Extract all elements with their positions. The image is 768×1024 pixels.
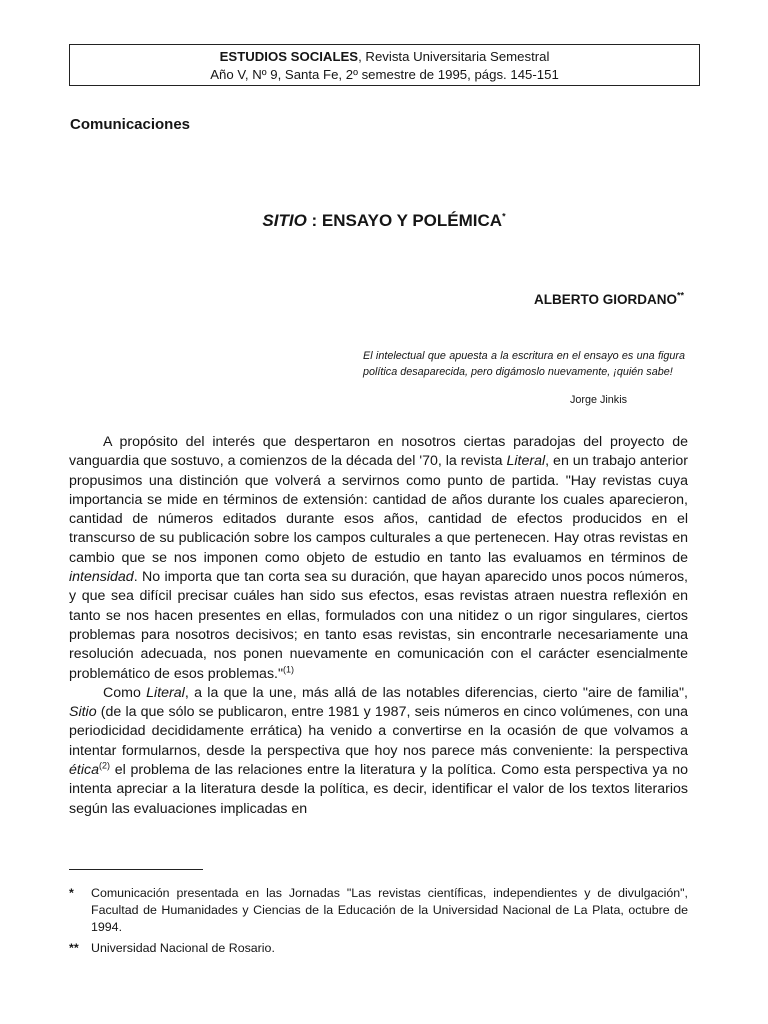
author-name — [534, 292, 684, 307]
article-title — [0, 211, 768, 231]
footnotes — [69, 885, 688, 961]
footnote-text: Comunicación presentada en las Jornadas "Las revistas científicas, independientes y de divulgación", Facultad de Humanidades y Ciencias de la Educación de la Universidad Nacional de La Plata, octubre de 1994. — [91, 886, 688, 934]
journal-name: ESTUDIOS SOCIALES — [219, 49, 359, 64]
title-rest: : ENSAYO Y POLÉMICA — [306, 211, 503, 230]
epigraph-source: Jorge Jinkis — [570, 394, 628, 406]
p2-literal-italic: Literal — [146, 684, 185, 701]
p1-text-c: . No importa que tan corta sea su duración, que hayan aparecido unos pocos números, y que sea difícil precisar cuáles han sido sus efectos, esas revistas atraen nuestra reflexión en tanto se nos hacen presentes en ellas, formulados con una nitidez o un rigor singulares, ciertos problemas para nosotros decisivos; en tanto esas revistas, sin encontrarle necesariamente una resolución adecuada, nos ponen nuevamente en comunicación con el carácter esencialmente problemático de esos problemas." — [69, 569, 688, 682]
journal-header-box — [69, 44, 700, 86]
issue-line: Año V, Nº 9, Santa Fe, 2º semestre de 1995, págs. 145-151 — [210, 67, 559, 82]
p2-text-a: Como — [103, 684, 147, 701]
paragraph-2 — [69, 684, 688, 819]
p2-text-b: , a la que la une, más allá de las notables diferencias, cierto "aire de familia", — [184, 684, 688, 701]
p2-etica-italic: ética — [69, 762, 99, 779]
p1-literal-italic: Literal — [506, 453, 546, 470]
author-footnote-mark: ** — [676, 290, 684, 301]
title-italic-part: SITIO — [262, 211, 307, 230]
p2-text-c: (de la que sólo se publicaron, entre 1981 y 1987, seis números en cinco volúmenes, con una periodicidad decididamente errática) ha venido a convertirse en la ocasión de que volvamos a intentar formularnos, desde la perspectiva que hoy nos parece más conveniente: la perspectiva — [69, 704, 688, 759]
journal-subtitle: , Revista Universitaria Semestral — [358, 49, 550, 64]
author-name-text: ALBERTO GIORDANO — [533, 292, 677, 307]
note-ref-1: (1) — [283, 663, 295, 674]
footnote-divider — [69, 869, 203, 870]
title-footnote-mark: * — [502, 211, 506, 222]
journal-title-line — [70, 48, 699, 66]
footnote-text: Universidad Nacional de Rosario. — [91, 941, 275, 955]
footnote-item — [69, 940, 688, 957]
p1-intensidad-italic: intensidad — [69, 569, 134, 586]
section-label: Comunicaciones — [70, 116, 191, 133]
article-body — [69, 433, 688, 819]
note-ref-2: (2) — [98, 760, 110, 771]
p1-text-b: , en un trabajo anterior propusimos una distinción que volverá a servirnos como punto de partida. "Hay revistas cuya importancia se mide en términos de extensión: cantidad de años durante los cuales aparecieron, cantidad de números editados durante esos años, cantidad de efectos producidos en el transcurso de su publicación sobre los campos culturales a que pertenecen. Hay otras revistas en cambio que se nos imponen como objeto de estudio en tanto las evaluamos en términos de — [69, 453, 688, 566]
paragraph-1 — [69, 433, 688, 684]
footnote-mark: * — [69, 886, 74, 900]
epigraph-quote: El intelectual que apuesta a la escritura en el ensayo es una figura política desaparecida, pero digámoslo nuevamente, ¡quién sabe! — [363, 350, 685, 378]
footnote-item — [69, 885, 688, 936]
p2-text-d: el problema de las relaciones entre la literatura y la política. Como esta perspectiva ya no intenta apreciar a la literatura desde la política, es decir, identificar el valor de los textos literarios según las evaluaciones implicadas en — [69, 762, 688, 817]
footnote-mark: ** — [69, 941, 79, 955]
p2-sitio-italic: Sitio — [69, 704, 97, 721]
p1-text-a: A propósito del interés que despertaron en nosotros ciertas paradojas del proyecto de vanguardia que sostuvo, a comienzos de la década del '70, la revista — [69, 434, 688, 470]
